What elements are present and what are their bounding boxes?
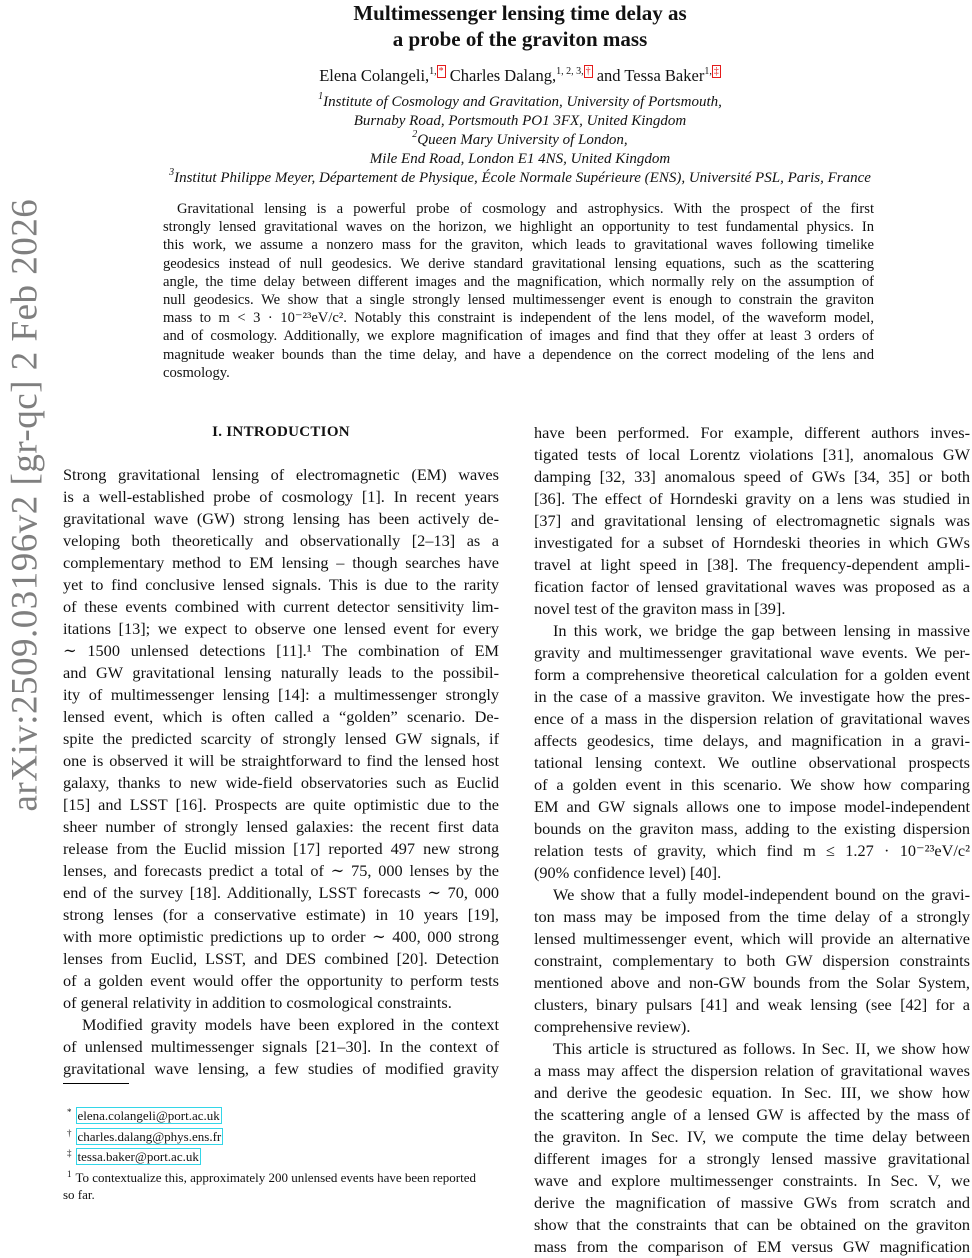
body-line: itations [13]; we expect to observe one lensed event for every: [63, 619, 499, 638]
email-link[interactable]: elena.colangeli@port.ac.uk: [77, 1108, 220, 1123]
body-line: ton mass may be imposed from the time delay of a strongly: [534, 907, 970, 926]
footnote-item: * elena.colangeli@port.ac.uk: [67, 1107, 220, 1123]
author-affiliation-sup: 1,: [704, 66, 712, 77]
body-line: (90% confidence level) [40].: [534, 863, 722, 882]
body-line: wave and explore multimessenger constraints. In Sec. V, we: [534, 1171, 970, 1190]
author-list: [150, 66, 890, 86]
affiliation-line: Mile End Road, London E1 4NS, United Kingdom: [369, 151, 671, 167]
right-column: [534, 422, 970, 1258]
affiliation-line: $^2$Queen Mary University of London,: [412, 129, 628, 148]
body-line: comprehensive review).: [534, 1017, 691, 1036]
body-line: We show that a fully model-independent bound on the gravi-: [553, 885, 970, 904]
affiliation-line: $^3$Institut Philippe Meyer, Département de Physique, École Normale Supérieure (ENS), Université PSL, Paris, France: [169, 167, 871, 186]
body-line: Strong gravitational lensing of electromagnetic (EM) waves: [63, 465, 499, 484]
body-line: strong lenses (for a conservative estimate) in 10 years [19],: [63, 905, 499, 924]
author-affiliation-sup: 1,: [429, 66, 437, 77]
affiliation-line: Burnaby Road, Portsmouth PO1 3FX, United Kingdom: [353, 113, 687, 129]
body-line: have been performed. For example, different authors inves-: [534, 423, 970, 442]
abstract-line: mass to m < 3 · 10⁻²³eV/c². Notably this constraint is independent of the lens model, of the waveform model,: [163, 310, 874, 327]
body-line: bounds on the graviton mass, adding to the existing dispersion: [534, 819, 970, 838]
body-line: tigated tests of local Lorentz violations [31], anomalous GW: [534, 445, 970, 464]
abstract-line: geodesics instead of null geodesics. We derive standard gravitational lensing equations, such as the scattering: [163, 255, 874, 272]
body-line: of a golden event would offer the opportunity to perform tests: [63, 971, 499, 990]
body-line: tational lensing context. We outline observational prospects: [534, 753, 970, 772]
body-line: is a well-established probe of cosmology [1]. In recent years: [63, 487, 499, 506]
author-name: Charles Dalang,: [445, 66, 557, 85]
body-line: and GW gravitational lensing naturally leads to the possibil-: [63, 663, 499, 682]
body-line: of general relativity in addition to cosmological constraints.: [63, 993, 452, 1012]
affiliation-line: $^1$Institute of Cosmology and Gravitation, University of Portsmouth,: [318, 91, 722, 110]
body-line: affects geodesics, time delays, and magnification in a gravi-: [534, 731, 970, 750]
abstract-line: cosmology.: [163, 364, 230, 381]
body-line: EM and GW signals allows one to impose model-independent: [534, 797, 970, 816]
body-line: In this work, we bridge the gap between lensing in massive: [553, 621, 970, 640]
body-line: the graviton. In Sec. IV, we compute the time delay between: [534, 1127, 970, 1146]
body-line: show that the constraints that can be obtained on the graviton: [534, 1215, 970, 1234]
body-line: lenses, and forecasts predict a total of ∼ 75, 000 lenses by the: [63, 861, 499, 880]
abstract-line: angle, the time delay between different images and the magnification, which normally rely on the assumption of: [163, 273, 874, 290]
abstract-line: and of cosmology. Additionally, we explore magnification of images and find that they offer at least 3 orders of: [163, 328, 874, 345]
body-line: galaxy, thanks to new wide-field observatories such as Euclid: [63, 773, 499, 792]
arxiv-identifier: arXiv:2509.03196v2 [gr-qc] 2 Feb 2026: [4, 198, 46, 812]
body-line: ∼ 1500 unlensed detections [11].¹ The combination of EM: [63, 641, 499, 660]
footnotes: [63, 1104, 499, 1204]
author-footnote-link[interactable]: †: [585, 66, 591, 77]
body-line: in the case of a massive graviton. We investigate how the pres-: [534, 687, 970, 706]
body-line: of these events combined with current detector sensitivity lim-: [63, 597, 499, 616]
body-line: gravity and multimessenger gravitational wave events. We per-: [534, 643, 970, 662]
body-line: clusters, binary pulsars [41] and weak lensing (see [42] for a: [534, 995, 970, 1014]
body-line: lensed multimessenger event, which will provide an alternative: [534, 929, 970, 948]
footnote-rule: [63, 1083, 129, 1084]
body-line: and derive the geodesic equation. In Sec. III, we show how: [534, 1083, 970, 1102]
body-line: of a golden event in this scenario. We show how comparing: [534, 775, 970, 794]
abstract-line: magnitude weaker bounds than the time delay, and have a dependence on the correct modeling of the lens and: [163, 346, 874, 363]
abstract: [163, 200, 874, 382]
body-line: sheer number of strongly lensed galaxies: the recent first data: [63, 817, 499, 836]
body-line: fication factor of lensed gravitational waves was proposed as a: [534, 577, 970, 596]
author-footnote-link[interactable]: *: [438, 66, 444, 77]
body-line: the scattering angle of a lensed GW is affected by the mass of: [534, 1105, 970, 1124]
body-line: lensed event, which is often called a “golden” scenario. De-: [63, 707, 499, 726]
body-line: This article is structured as follows. In Sec. II, we show how: [553, 1039, 970, 1058]
body-line: ity of multimessenger lensing [14]: a multimessenger strongly: [63, 685, 499, 704]
affiliations: [120, 93, 920, 188]
body-line: with more optimistic predictions up to order ∼ 400, 000 strong: [63, 927, 499, 946]
body-line: derive the magnification of massive GWs from scratch and: [534, 1193, 970, 1212]
footnote-text: so far.: [63, 1187, 95, 1202]
body-line: complementary method to EM lensing – though searches have: [63, 553, 499, 572]
body-line: one is observed it will be straightforward to find the lensed host: [63, 751, 499, 770]
author-footnote-link[interactable]: ‡: [713, 66, 719, 77]
body-line: different images for a strongly lensed massive gravitational: [534, 1149, 970, 1168]
footnote-item: $^1$ To contextualize this, approximately 200 unlensed events have been reported: [67, 1168, 477, 1185]
author-name: Elena Colangeli,: [319, 66, 430, 85]
body-line: a mass may affect the dispersion relation of gravitational waves: [534, 1061, 970, 1080]
email-link[interactable]: tessa.baker@port.ac.uk: [77, 1149, 199, 1164]
body-line: yet to find conclusive lensed signals. This is due to the rarity: [63, 575, 499, 594]
abstract-line: Gravitational lensing is a powerful probe of cosmology and astrophysics. With the prospect of the first: [177, 201, 874, 217]
body-line: gravitational wave (GW) strong lensing has been actively de-: [63, 509, 499, 528]
body-line: ence of a mass in the dispersion relation of gravitational waves: [534, 709, 970, 728]
left-column: [63, 420, 499, 1080]
section-heading: I. INTRODUCTION: [212, 424, 350, 440]
body-line: veloping both theoretically and observationally [2–13] as a: [63, 531, 499, 550]
body-line: [37] and gravitational lensing of electromagnetic signals was: [534, 511, 970, 530]
author-name: and Tessa Baker: [592, 66, 705, 85]
body-line: travel at light speed in [38]. The frequency-dependent ampli-: [534, 555, 970, 574]
body-line: novel test of the graviton mass in [39].: [534, 599, 786, 618]
body-line: lenses from Euclid, LSST, and DES combined [20]. Detection: [63, 949, 499, 968]
body-line: mentioned above and non-GW bounds from the Solar System,: [534, 973, 970, 992]
footnote-item: ‡ tessa.baker@port.ac.uk: [67, 1148, 199, 1164]
abstract-line: strongly lensed gravitational waves on the horizon, we highlight an opportunity to test fundamental physics. In: [163, 219, 874, 236]
paper-title: [150, 0, 890, 52]
body-line: form a comprehensive theoretical calculation for a golden event: [534, 665, 970, 684]
body-line: of unlensed multimessenger signals [21–30]. In the context of: [63, 1037, 499, 1056]
body-line: end of the survey [18]. Additionally, LSST forecasts ∼ 70, 000: [63, 883, 499, 902]
body-line: [36]. The effect of Horndeski gravity on a lens was studied in: [534, 489, 970, 508]
body-line: investigated for a subset of Horndeski theories in which GWs: [534, 533, 970, 552]
body-line: damping [32, 33] anomalous speed of GWs [34, 35] or both: [534, 467, 970, 486]
body-line: [15] and LSST [16]. Prospects are quite optimistic due to the: [63, 795, 499, 814]
abstract-line: null geodesics. We show that a single strongly lensed multimessenger event is enough to constrain the graviton: [163, 292, 874, 309]
footnote-item: † charles.dalang@phys.ens.fr: [67, 1127, 222, 1144]
abstract-line: this work, we assume a nonzero mass for the graviton, which leads to gravitational waves following timelike: [163, 237, 874, 254]
body-line: spite the predicted scarcity of strongly lensed GW signals, if: [63, 729, 499, 748]
author-affiliation-sup: 1, 2, 3,: [556, 66, 584, 77]
body-line: release from the Euclid mission [17] reported 497 new strong: [63, 839, 499, 858]
footnote-item: [63, 1186, 499, 1204]
footnote-text: To contextualize this, approximately 200 unlensed events have been reported: [75, 1169, 477, 1185]
body-line: gravitational wave lensing, a few studies of modified gravity: [63, 1059, 499, 1078]
body-line: constraint, complementary to both GW dispersion constraints: [534, 951, 970, 970]
title-line-2: a probe of the graviton mass: [392, 27, 648, 51]
body-line: mass from the comparison of EM versus GW magnification: [534, 1237, 970, 1256]
body-line: relation tests of gravity, which find m ≤ 1.27 · 10⁻²³eV/c²: [534, 841, 970, 860]
email-link[interactable]: charles.dalang@phys.ens.fr: [77, 1128, 222, 1144]
body-line: Modified gravity models have been explored in the context: [82, 1015, 499, 1034]
title-line-1: Multimessenger lensing time delay as: [353, 1, 687, 25]
